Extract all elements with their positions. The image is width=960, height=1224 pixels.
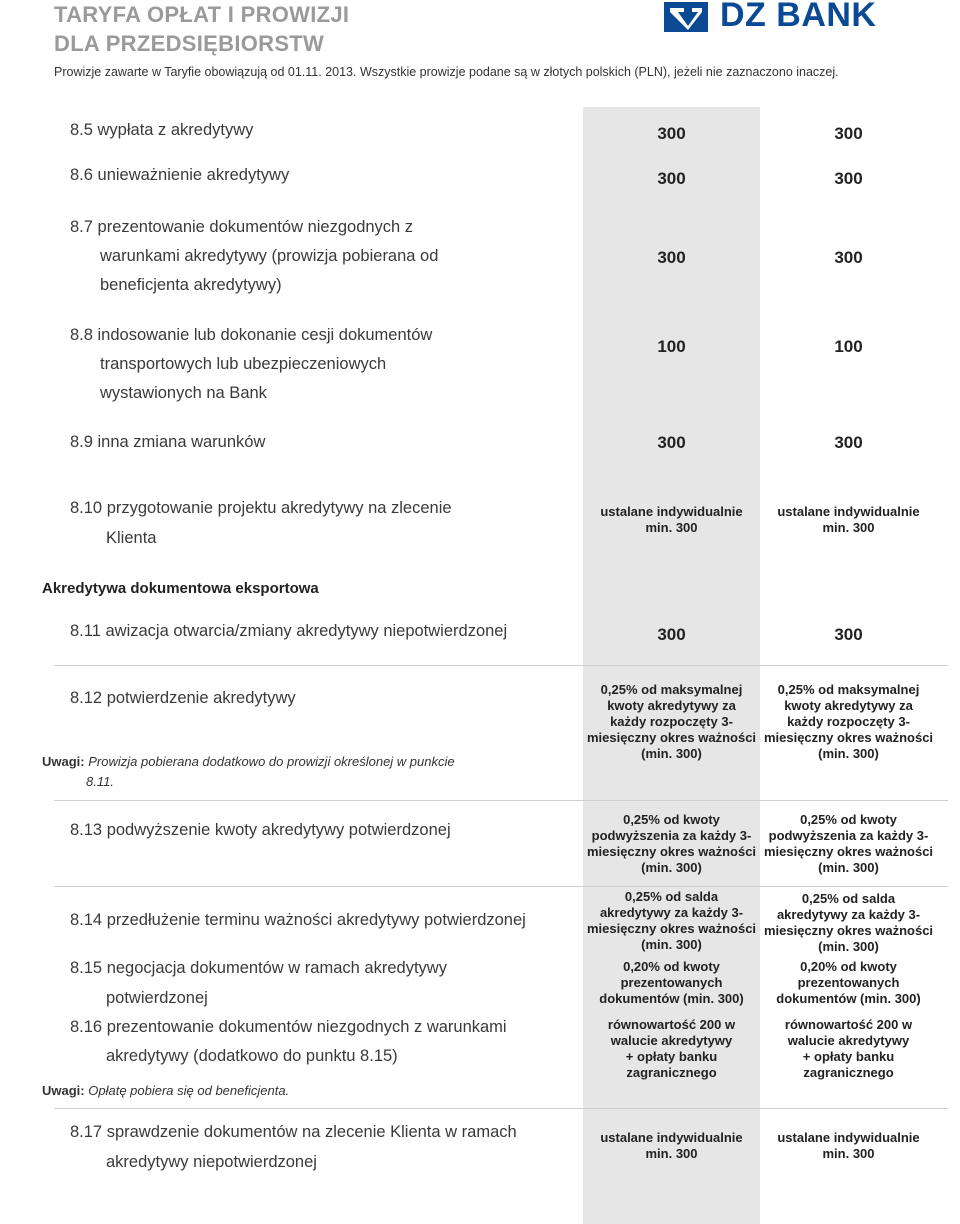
row-label-continued: akredytywy niepotwierdzonej [106, 1153, 317, 1171]
row-divider [54, 665, 948, 666]
row-label: 8.17 sprawdzenie dokumentów na zlecenie Klienta w ramach [70, 1123, 517, 1141]
fee-text-col2: 0,25% od kwoty podwyższenia za każdy 3- miesięczny okres ważności (min. 300) [763, 812, 934, 875]
row-divider [54, 1108, 948, 1109]
row-label-continued: potwierdzonej [106, 989, 208, 1007]
row-label-continued: beneficjenta akredytywy) [100, 276, 282, 294]
fee-value-col2: 300 [834, 169, 863, 188]
section-heading-export: Akredytywa dokumentowa eksportowa [42, 580, 319, 597]
page-title-line1: TARYFA OPŁAT I PROWIZJI [54, 2, 350, 27]
row-label: 8.7 prezentowanie dokumentów niezgodnych z [70, 218, 414, 236]
row-label-continued: warunkami akredytywy (prowizja pobierana od [100, 247, 439, 265]
fee-text-col2: równowartość 200 w walucie akredytywy + opłaty banku zagranicznego [784, 1017, 913, 1080]
fee-text-col2: 0,25% od salda akredytywy za każdy 3- miesięczny okres ważności (min. 300) [763, 891, 934, 954]
dz-bank-mark-icon [664, 2, 708, 32]
row-label: 8.14 przedłużenie terminu ważności akredytywy potwierdzonej [70, 911, 526, 929]
row-label: 8.5 wypłata z akredytywy [70, 121, 254, 139]
fee-text-col1: ustalane indywidualnie min. 300 [600, 504, 743, 535]
row-label: 8.12 potwierdzenie akredytywy [70, 689, 296, 707]
fee-text-col2: 0,25% od maksymalnej kwoty akredytywy za każdy rozpoczęty 3- miesięczny okres ważności (min. 300) [763, 682, 934, 761]
note: Uwagi: Prowizja pobierana dodatkowo do prowizji określonej w punkcie 8.11. [42, 754, 455, 789]
row-label: 8.8 indosowanie lub dokonanie cesji dokumentów [70, 326, 433, 344]
row-label-continued: akredytywy (dodatkowo do punktu 8.15) [106, 1047, 398, 1065]
row-label-continued: transportowych lub ubezpieczeniowych [100, 355, 387, 373]
fee-text-col1: 0,25% od salda akredytywy za każdy 3- miesięczny okres ważności (min. 300) [586, 889, 757, 952]
row-divider [54, 800, 948, 801]
page-subtitle: Prowizje zawarte w Taryfie obowiązują od 01.11. 2013. Wszystkie prowizje podane są w złotych polskich (PLN), jeżeli nie zaznaczono inaczej. [54, 65, 839, 79]
row-label: 8.9 inna zmiana warunków [70, 433, 266, 451]
fee-text-col2: ustalane indywidualnie min. 300 [777, 504, 920, 535]
dz-bank-logo [664, 0, 896, 34]
fee-text-col2: 0,20% od kwoty prezentowanych dokumentów (min. 300) [776, 959, 921, 1006]
row-label: 8.16 prezentowanie dokumentów niezgodnych z warunkami [70, 1018, 507, 1036]
fee-text-col1: 0,25% od kwoty podwyższenia za każdy 3- miesięczny okres ważności (min. 300) [586, 812, 757, 875]
fee-value-col2: 300 [834, 625, 863, 644]
fee-text-col1: 0,25% od maksymalnej kwoty akredytywy za każdy rozpoczęty 3- miesięczny okres ważności (min. 300) [586, 682, 757, 761]
note: Uwagi: Opłatę pobiera się od beneficjenta. [42, 1083, 290, 1098]
fee-text-col1: ustalane indywidualnie min. 300 [600, 1130, 743, 1161]
row-label: 8.10 przygotowanie projektu akredytywy na zlecenie [70, 499, 452, 517]
row-label: 8.15 negocjacja dokumentów w ramach akredytywy [70, 959, 447, 977]
fee-text-col2: ustalane indywidualnie min. 300 [777, 1130, 920, 1161]
fee-value-col2: 300 [834, 124, 863, 143]
fee-value-col1: 300 [657, 248, 686, 267]
dz-bank-logo-text: DZ BANK [720, 0, 877, 34]
row-label-continued: Klienta [106, 529, 157, 547]
fee-value-col1: 300 [657, 169, 686, 188]
fee-value-col2: 100 [834, 337, 863, 356]
row-label-continued: wystawionych na Bank [100, 384, 267, 402]
row-label: 8.13 podwyższenie kwoty akredytywy potwierdzonej [70, 821, 451, 839]
fee-value-col1: 300 [657, 124, 686, 143]
row-label: 8.6 unieważnienie akredytywy [70, 166, 290, 184]
fee-value-col1: 300 [657, 625, 686, 644]
fee-text-col1: równowartość 200 w walucie akredytywy + opłaty banku zagranicznego [607, 1017, 736, 1080]
fee-value-col2: 300 [834, 433, 863, 452]
fee-text-col1: 0,20% od kwoty prezentowanych dokumentów (min. 300) [599, 959, 744, 1006]
row-label: 8.11 awizacja otwarcia/zmiany akredytywy niepotwierdzonej [70, 622, 508, 640]
row-divider [54, 886, 948, 887]
fee-value-col1: 100 [657, 337, 686, 356]
fee-value-col1: 300 [657, 433, 686, 452]
page-title-line2: DLA PRZEDSIĘBIORSTW [54, 31, 325, 56]
fee-value-col2: 300 [834, 248, 863, 267]
